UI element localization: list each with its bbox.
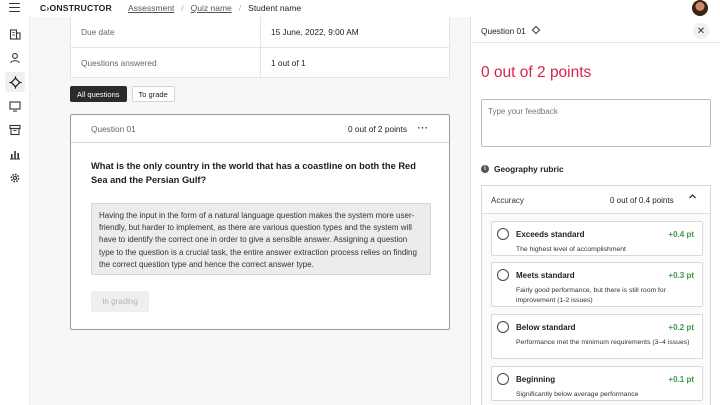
breadcrumb-current: Student name — [248, 3, 302, 13]
sidebar — [0, 17, 30, 405]
grading-panel — [470, 17, 720, 405]
breadcrumb-separator: / — [181, 3, 184, 13]
panel-title: Question 01 — [481, 26, 526, 36]
rubric-heading — [481, 164, 564, 174]
rubric-title: Geography rubric — [494, 164, 564, 174]
criterion-name: Accuracy — [491, 196, 524, 205]
question-text: What is the only country in the world that has a coastline on both the Red Sea and the Persian Gulf? — [91, 161, 416, 185]
close-icon[interactable]: ✕ — [693, 23, 709, 39]
level-name: Below standard — [516, 323, 576, 332]
breadcrumb-separator: / — [238, 3, 242, 13]
level-points: +0.3 pt — [668, 271, 694, 280]
filter-all-questions[interactable]: All questions — [70, 86, 127, 102]
level-radio[interactable] — [497, 321, 509, 333]
table-row — [71, 17, 449, 47]
level-description: Fairly good performance, but there is still room for improvement (1-2 issues) — [516, 287, 666, 304]
avatar[interactable] — [692, 0, 708, 16]
level-description: Significantly below average performance — [516, 391, 639, 398]
more-icon[interactable]: ⋯ — [417, 122, 429, 134]
question-card — [70, 114, 450, 330]
info-icon: i — [481, 165, 489, 173]
submission-info-table — [70, 17, 450, 78]
breadcrumb-assessment[interactable]: Assessment — [128, 3, 175, 13]
building-icon[interactable] — [5, 24, 25, 44]
level-description: The highest level of accomplishment — [516, 246, 626, 253]
panel-header — [471, 17, 720, 43]
main-content — [30, 17, 470, 405]
rubric-level-beginning[interactable] — [491, 366, 703, 401]
rubric-level-exceeds[interactable] — [491, 221, 703, 256]
filter-to-grade[interactable]: To grade — [132, 86, 175, 102]
due-date-label: Due date — [71, 17, 261, 47]
target-icon[interactable] — [5, 72, 25, 92]
level-points: +0.1 pt — [668, 375, 694, 384]
settings-icon[interactable] — [5, 168, 25, 188]
criterion-points: 0 out of 0.4 points — [610, 196, 674, 205]
level-radio[interactable] — [497, 228, 509, 240]
question-filters — [70, 86, 175, 102]
question-number: Question 01 — [91, 124, 136, 134]
questions-answered-label: Questions answered — [71, 48, 261, 77]
hamburger-icon[interactable] — [9, 3, 20, 13]
user-icon[interactable] — [5, 48, 25, 68]
student-answer: Having the input in the form of a natural language question makes the system more user-friendly, but harder to implement, as there are various question types and the system will have to identify the correct one in order to give a sensible answer. Assigning a question type to the question is a crucial task, the entire answer extraction process relies on finding the correct question type and hence the correct answer type. — [91, 203, 431, 275]
due-date-value: 15 June, 2022, 9:00 AM — [271, 27, 359, 37]
feedback-input[interactable] — [481, 99, 711, 147]
level-name: Meets standard — [516, 271, 575, 280]
question-card-header — [71, 115, 449, 143]
breadcrumb — [128, 3, 301, 13]
questions-answered-value: 1 out of 1 — [271, 57, 306, 68]
top-bar — [0, 0, 720, 17]
rubric-criterion — [481, 185, 711, 405]
rubric-level-below[interactable] — [491, 314, 703, 359]
criterion-header[interactable] — [482, 186, 710, 214]
panel-score: 0 out of 2 points — [481, 64, 592, 81]
monitor-icon[interactable] — [5, 96, 25, 116]
level-radio[interactable] — [497, 373, 509, 385]
breadcrumb-quiz-name[interactable]: Quiz name — [190, 3, 232, 13]
chevron-up-icon[interactable] — [688, 192, 697, 204]
bar-chart-icon[interactable] — [5, 144, 25, 164]
level-points: +0.4 pt — [668, 230, 694, 239]
in-grading-button: In grading — [91, 291, 149, 312]
diamond-icon — [532, 26, 540, 34]
level-name: Exceeds standard — [516, 230, 585, 239]
app-logo[interactable]: C›ONSTRUCTOR — [40, 3, 112, 13]
question-points: 0 out of 2 points — [347, 124, 407, 134]
level-description: Performance met the minimum requirements (3–4 issues) — [516, 339, 690, 346]
rubric-level-meets[interactable] — [491, 262, 703, 307]
level-name: Beginning — [516, 375, 556, 384]
archive-icon[interactable] — [5, 120, 25, 140]
level-radio[interactable] — [497, 269, 509, 281]
table-row — [71, 47, 449, 77]
level-points: +0.2 pt — [668, 323, 694, 332]
